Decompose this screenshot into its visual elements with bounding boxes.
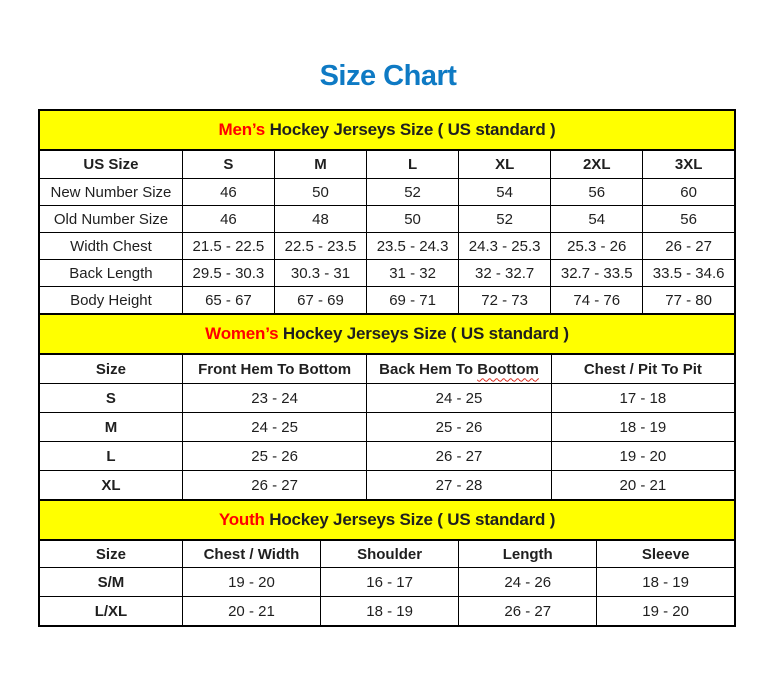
womens-header-size: Size — [39, 354, 182, 384]
row-label: Width Chest — [39, 233, 182, 260]
cell: 65 - 67 — [182, 287, 274, 315]
row-label: Old Number Size — [39, 206, 182, 233]
cell: 56 — [551, 179, 643, 206]
row-label: L/XL — [39, 597, 182, 627]
cell: 17 - 18 — [551, 384, 735, 413]
womens-header-back-hem — [367, 354, 551, 384]
cell: 26 - 27 — [182, 471, 366, 501]
table-row — [39, 179, 735, 206]
table-row — [39, 442, 735, 471]
mens-section-highlight: Men’s — [218, 120, 266, 139]
cell: 56 — [643, 206, 735, 233]
cell: 23.5 - 24.3 — [367, 233, 459, 260]
row-label: S — [39, 384, 182, 413]
cell: 20 - 21 — [182, 597, 320, 627]
mens-section-title — [39, 110, 735, 150]
cell: 21.5 - 22.5 — [182, 233, 274, 260]
row-label: Back Length — [39, 260, 182, 287]
cell: 69 - 71 — [367, 287, 459, 315]
cell: 77 - 80 — [643, 287, 735, 315]
mens-size-table — [38, 109, 736, 315]
cell: 54 — [459, 179, 551, 206]
table-row — [39, 233, 735, 260]
cell: 19 - 20 — [551, 442, 735, 471]
womens-header-chest-pit: Chest / Pit To Pit — [551, 354, 735, 384]
table-row — [39, 413, 735, 442]
womens-section-highlight: Women’s — [205, 324, 279, 343]
cell: 19 - 20 — [597, 597, 735, 627]
youth-header-sleeve: Sleeve — [597, 540, 735, 568]
cell: 25 - 26 — [367, 413, 551, 442]
mens-header-2xl: 2XL — [551, 150, 643, 179]
mens-header-xl: XL — [459, 150, 551, 179]
cell: 16 - 17 — [321, 568, 459, 597]
cell: 52 — [459, 206, 551, 233]
cell: 26 - 27 — [367, 442, 551, 471]
cell: 19 - 20 — [182, 568, 320, 597]
youth-section-title — [39, 500, 735, 540]
youth-section-band — [39, 500, 735, 540]
cell: 60 — [643, 179, 735, 206]
table-row — [39, 384, 735, 413]
youth-header-chest-width: Chest / Width — [182, 540, 320, 568]
row-label: M — [39, 413, 182, 442]
table-row — [39, 206, 735, 233]
cell: 18 - 19 — [321, 597, 459, 627]
cell: 50 — [274, 179, 366, 206]
cell: 31 - 32 — [367, 260, 459, 287]
cell: 22.5 - 23.5 — [274, 233, 366, 260]
size-chart-tables — [38, 109, 736, 627]
youth-section-highlight: Youth — [218, 510, 265, 529]
cell: 46 — [182, 206, 274, 233]
youth-section-rest: Hockey Jerseys Size ( US standard ) — [264, 510, 556, 529]
cell: 20 - 21 — [551, 471, 735, 501]
cell: 24 - 26 — [459, 568, 597, 597]
back-hem-misspelled-word: Boottom — [477, 360, 539, 378]
mens-header-row — [39, 150, 735, 179]
womens-section-title — [39, 314, 735, 354]
row-label: XL — [39, 471, 182, 501]
row-label: Body Height — [39, 287, 182, 315]
cell: 54 — [551, 206, 643, 233]
womens-size-table — [38, 313, 736, 501]
cell: 32 - 32.7 — [459, 260, 551, 287]
cell: 24 - 25 — [182, 413, 366, 442]
cell: 52 — [367, 179, 459, 206]
cell: 25 - 26 — [182, 442, 366, 471]
table-row — [39, 260, 735, 287]
cell: 72 - 73 — [459, 287, 551, 315]
cell: 74 - 76 — [551, 287, 643, 315]
cell: 48 — [274, 206, 366, 233]
cell: 30.3 - 31 — [274, 260, 366, 287]
cell: 67 - 69 — [274, 287, 366, 315]
mens-header-m: M — [274, 150, 366, 179]
cell: 18 - 19 — [551, 413, 735, 442]
row-label: S/M — [39, 568, 182, 597]
cell: 26 - 27 — [459, 597, 597, 627]
table-row — [39, 597, 735, 627]
cell: 24 - 25 — [367, 384, 551, 413]
mens-section-rest: Hockey Jerseys Size ( US standard ) — [265, 120, 556, 139]
mens-header-l: L — [367, 150, 459, 179]
cell: 27 - 28 — [367, 471, 551, 501]
cell: 32.7 - 33.5 — [551, 260, 643, 287]
youth-header-row — [39, 540, 735, 568]
mens-header-us-size: US Size — [39, 150, 182, 179]
back-hem-prefix: Back Hem To — [379, 360, 478, 378]
youth-header-shoulder: Shoulder — [321, 540, 459, 568]
cell: 26 - 27 — [643, 233, 735, 260]
cell: 18 - 19 — [597, 568, 735, 597]
mens-header-3xl: 3XL — [643, 150, 735, 179]
womens-section-band — [39, 314, 735, 354]
youth-size-table — [38, 499, 736, 627]
cell: 46 — [182, 179, 274, 206]
cell: 29.5 - 30.3 — [182, 260, 274, 287]
cell: 23 - 24 — [182, 384, 366, 413]
mens-header-s: S — [182, 150, 274, 179]
cell: 25.3 - 26 — [551, 233, 643, 260]
womens-header-row — [39, 354, 735, 384]
womens-header-front-hem: Front Hem To Bottom — [182, 354, 366, 384]
cell: 50 — [367, 206, 459, 233]
row-label: New Number Size — [39, 179, 182, 206]
row-label: L — [39, 442, 182, 471]
mens-section-band — [39, 110, 735, 150]
cell: 33.5 - 34.6 — [643, 260, 735, 287]
table-row — [39, 287, 735, 315]
table-row — [39, 471, 735, 501]
youth-header-size: Size — [39, 540, 182, 568]
womens-section-rest: Hockey Jerseys Size ( US standard ) — [278, 324, 569, 343]
table-row — [39, 568, 735, 597]
youth-header-length: Length — [459, 540, 597, 568]
page-title: Size Chart — [319, 60, 457, 92]
cell: 24.3 - 25.3 — [459, 233, 551, 260]
